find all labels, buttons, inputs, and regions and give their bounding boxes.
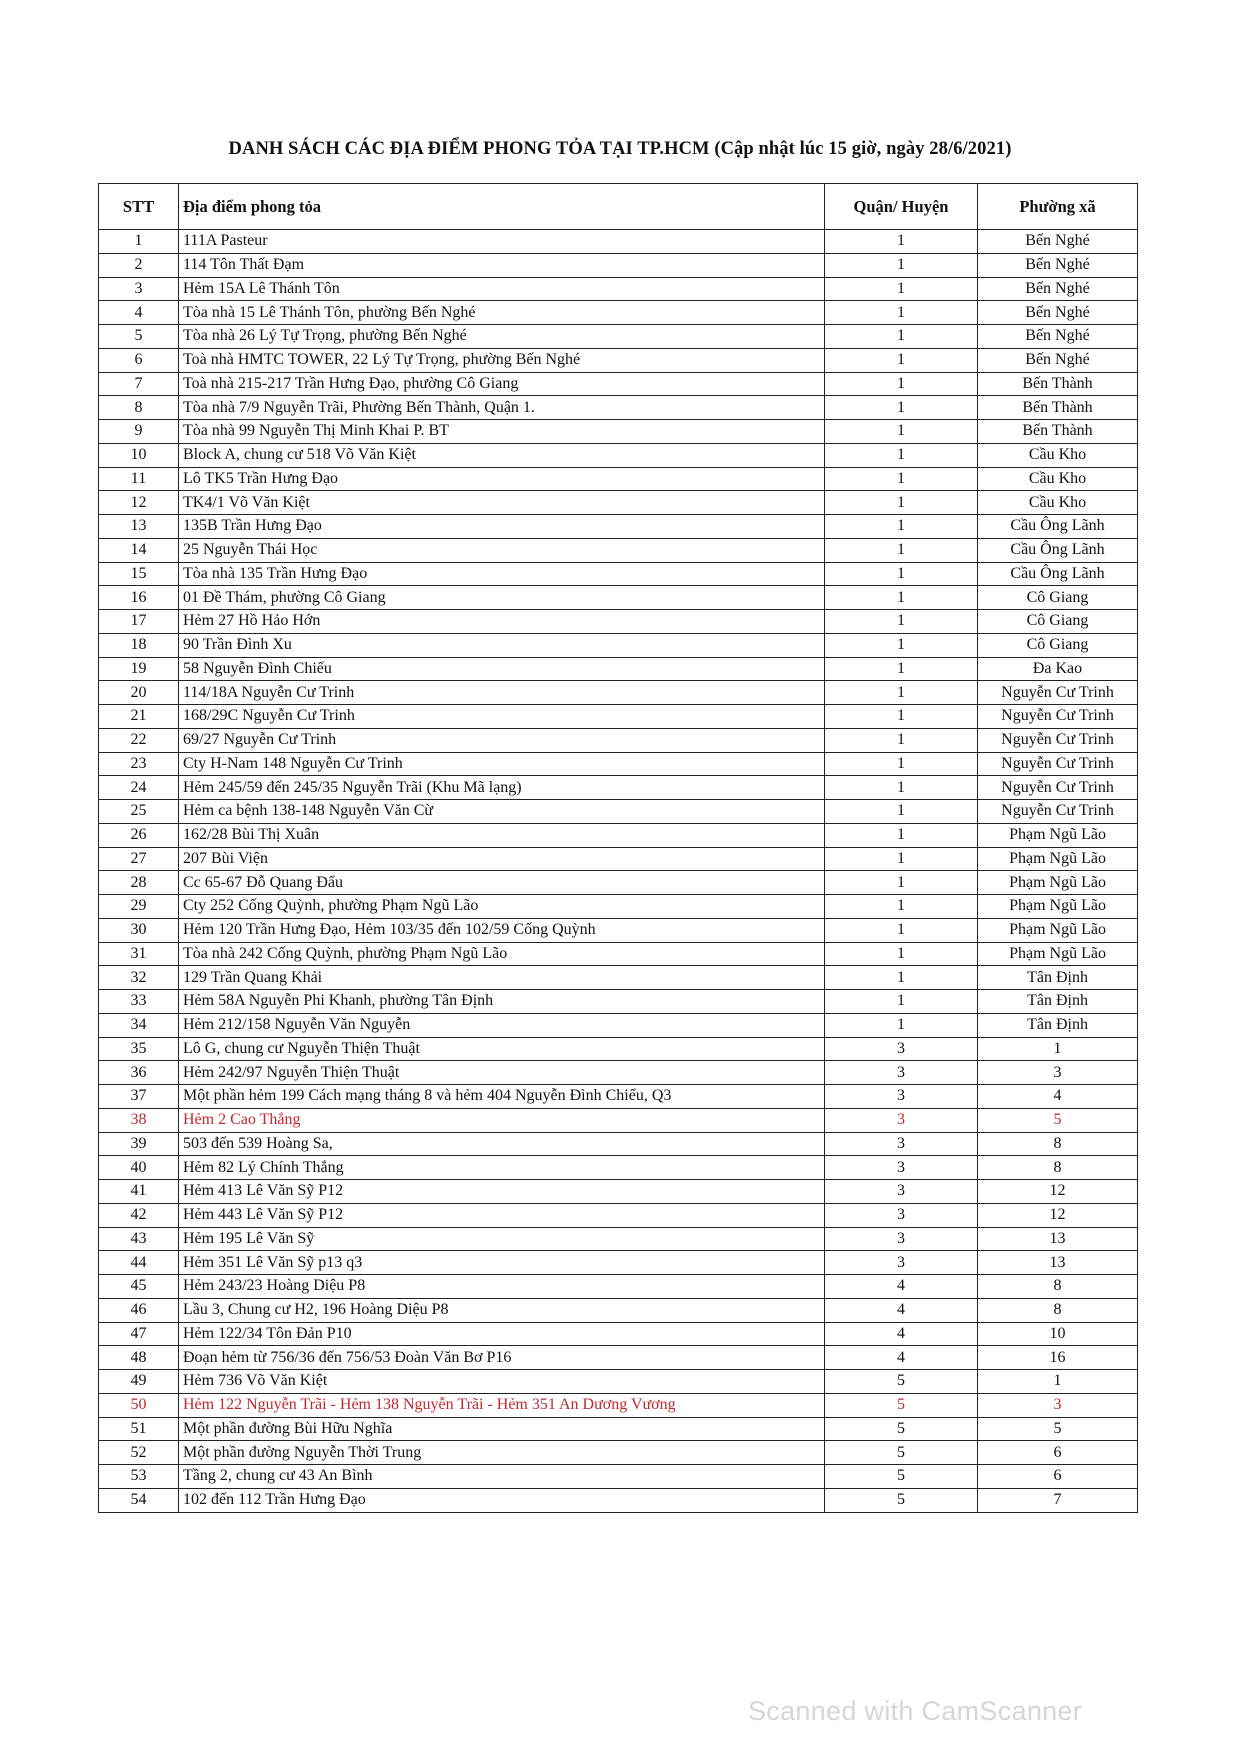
table-row — [99, 1298, 1138, 1322]
cell-stt: 32 — [99, 966, 179, 990]
cell-stt: 26 — [99, 823, 179, 847]
table-row — [99, 301, 1138, 325]
cell-district: 1 — [825, 277, 978, 301]
table-row — [99, 538, 1138, 562]
cell-location: 135B Trần Hưng Đạo — [179, 515, 825, 539]
cell-district: 1 — [825, 800, 978, 824]
table-row — [99, 1441, 1138, 1465]
cell-district: 3 — [825, 1227, 978, 1251]
cell-district: 1 — [825, 1013, 978, 1037]
cell-location: Hẻm 242/97 Nguyễn Thiện Thuật — [179, 1061, 825, 1085]
cell-stt: 48 — [99, 1346, 179, 1370]
cell-location: Hẻm 82 Lý Chính Thắng — [179, 1156, 825, 1180]
cell-stt: 17 — [99, 610, 179, 634]
cell-stt: 1 — [99, 230, 179, 254]
cell-ward: Bến Nghé — [978, 348, 1138, 372]
cell-district: 1 — [825, 918, 978, 942]
table-row — [99, 515, 1138, 539]
cell-stt: 10 — [99, 443, 179, 467]
cell-district: 5 — [825, 1393, 978, 1417]
header-stt: STT — [99, 184, 179, 230]
cell-stt: 4 — [99, 301, 179, 325]
table-row — [99, 1393, 1138, 1417]
cell-ward: 8 — [978, 1275, 1138, 1299]
cell-district: 1 — [825, 847, 978, 871]
cell-district: 1 — [825, 728, 978, 752]
cell-location: Hẻm 245/59 đến 245/35 Nguyễn Trãi (Khu Mã lạng) — [179, 776, 825, 800]
table-row — [99, 895, 1138, 919]
cell-location: Toà nhà 215-217 Trần Hưng Đạo, phường Cô Giang — [179, 372, 825, 396]
cell-district: 1 — [825, 681, 978, 705]
cell-ward: Tân Định — [978, 990, 1138, 1014]
cell-district: 4 — [825, 1322, 978, 1346]
table-row — [99, 562, 1138, 586]
cell-location: Toà nhà HMTC TOWER, 22 Lý Tự Trọng, phường Bến Nghé — [179, 348, 825, 372]
cell-district: 3 — [825, 1132, 978, 1156]
cell-ward: Nguyễn Cư Trinh — [978, 776, 1138, 800]
table-row — [99, 800, 1138, 824]
cell-location: Hẻm 122 Nguyễn Trãi - Hẻm 138 Nguyễn Trãi - Hẻm 351 An Dương Vương — [179, 1393, 825, 1417]
cell-stt: 15 — [99, 562, 179, 586]
cell-ward: Phạm Ngũ Lão — [978, 847, 1138, 871]
cell-district: 1 — [825, 705, 978, 729]
cell-district: 1 — [825, 942, 978, 966]
cell-ward: Bến Nghé — [978, 253, 1138, 277]
cell-location: Lô TK5 Trần Hưng Đạo — [179, 467, 825, 491]
cell-stt: 13 — [99, 515, 179, 539]
cell-stt: 22 — [99, 728, 179, 752]
cell-ward: Bến Nghé — [978, 230, 1138, 254]
table-row — [99, 1180, 1138, 1204]
table-header-row — [99, 184, 1138, 230]
cell-ward: Cầu Ông Lãnh — [978, 562, 1138, 586]
table-row — [99, 1346, 1138, 1370]
cell-stt: 21 — [99, 705, 179, 729]
cell-ward: Tân Định — [978, 966, 1138, 990]
cell-district: 4 — [825, 1346, 978, 1370]
cell-location: Tòa nhà 15 Lê Thánh Tôn, phường Bến Nghé — [179, 301, 825, 325]
cell-location: Tầng 2, chung cư 43 An Bình — [179, 1465, 825, 1489]
cell-district: 1 — [825, 990, 978, 1014]
cell-ward: 5 — [978, 1108, 1138, 1132]
cell-stt: 49 — [99, 1370, 179, 1394]
cell-district: 1 — [825, 301, 978, 325]
cell-location: Hẻm 413 Lê Văn Sỹ P12 — [179, 1180, 825, 1204]
table-row — [99, 1417, 1138, 1441]
cell-stt: 33 — [99, 990, 179, 1014]
table-row — [99, 491, 1138, 515]
table-row — [99, 657, 1138, 681]
table-row — [99, 1108, 1138, 1132]
cell-stt: 51 — [99, 1417, 179, 1441]
table-row — [99, 1370, 1138, 1394]
cell-stt: 47 — [99, 1322, 179, 1346]
cell-stt: 29 — [99, 895, 179, 919]
cell-location: 58 Nguyễn Đình Chiểu — [179, 657, 825, 681]
header-district: Quận/ Huyện — [825, 184, 978, 230]
table-row — [99, 1203, 1138, 1227]
cell-location: Hẻm 736 Võ Văn Kiệt — [179, 1370, 825, 1394]
cell-stt: 23 — [99, 752, 179, 776]
cell-stt: 18 — [99, 633, 179, 657]
cell-stt: 19 — [99, 657, 179, 681]
table-row — [99, 918, 1138, 942]
cell-location: 207 Bùi Viện — [179, 847, 825, 871]
cell-location: 01 Đề Thám, phường Cô Giang — [179, 586, 825, 610]
cell-location: 162/28 Bùi Thị Xuân — [179, 823, 825, 847]
document-title: DANH SÁCH CÁC ĐỊA ĐIỂM PHONG TỎA TẠI TP.HCM (Cập nhật lúc 15 giờ, ngày 28/6/2021) — [228, 139, 1012, 159]
cell-stt: 46 — [99, 1298, 179, 1322]
cell-location: 102 đến 112 Trần Hưng Đạo — [179, 1488, 825, 1512]
cell-location: 90 Trần Đình Xu — [179, 633, 825, 657]
cell-district: 5 — [825, 1370, 978, 1394]
table-row — [99, 633, 1138, 657]
cell-ward: Nguyễn Cư Trinh — [978, 752, 1138, 776]
cell-location: Lầu 3, Chung cư H2, 196 Hoàng Diệu P8 — [179, 1298, 825, 1322]
cell-stt: 28 — [99, 871, 179, 895]
cell-location: Một phần đường Nguyễn Thời Trung — [179, 1441, 825, 1465]
camscanner-watermark: Scanned with CamScanner — [748, 1696, 1083, 1726]
table-row — [99, 705, 1138, 729]
table-row — [99, 1251, 1138, 1275]
cell-location: Hẻm 58A Nguyễn Phi Khanh, phường Tân Định — [179, 990, 825, 1014]
table-row — [99, 420, 1138, 444]
cell-stt: 9 — [99, 420, 179, 444]
cell-ward: Phạm Ngũ Lão — [978, 918, 1138, 942]
cell-district: 3 — [825, 1156, 978, 1180]
header-location: Địa điểm phong tỏa — [179, 184, 825, 230]
cell-ward: 8 — [978, 1132, 1138, 1156]
cell-location: Cty 252 Cống Quỳnh, phường Phạm Ngũ Lão — [179, 895, 825, 919]
table-row — [99, 871, 1138, 895]
cell-district: 5 — [825, 1488, 978, 1512]
cell-district: 1 — [825, 515, 978, 539]
table-row — [99, 681, 1138, 705]
table-row — [99, 966, 1138, 990]
cell-district: 1 — [825, 823, 978, 847]
cell-district: 1 — [825, 966, 978, 990]
cell-ward: Bến Thành — [978, 420, 1138, 444]
cell-ward: Nguyễn Cư Trinh — [978, 705, 1138, 729]
cell-stt: 11 — [99, 467, 179, 491]
cell-ward: Bến Thành — [978, 396, 1138, 420]
cell-ward: Cầu Kho — [978, 491, 1138, 515]
cell-district: 1 — [825, 633, 978, 657]
table-row — [99, 1488, 1138, 1512]
cell-location: Đoạn hẻm từ 756/36 đến 756/53 Đoàn Văn Bơ P16 — [179, 1346, 825, 1370]
cell-district: 1 — [825, 871, 978, 895]
cell-stt: 7 — [99, 372, 179, 396]
cell-location: 111A Pasteur — [179, 230, 825, 254]
table-row — [99, 776, 1138, 800]
table-row — [99, 1013, 1138, 1037]
cell-stt: 31 — [99, 942, 179, 966]
cell-ward: 13 — [978, 1251, 1138, 1275]
table-row — [99, 443, 1138, 467]
cell-district: 3 — [825, 1203, 978, 1227]
cell-stt: 35 — [99, 1037, 179, 1061]
cell-location: Hẻm 195 Lê Văn Sỹ — [179, 1227, 825, 1251]
cell-district: 4 — [825, 1298, 978, 1322]
cell-location: Một phần đường Bùi Hữu Nghĩa — [179, 1417, 825, 1441]
header-ward: Phường xã — [978, 184, 1138, 230]
cell-stt: 24 — [99, 776, 179, 800]
cell-location: Lô G, chung cư Nguyễn Thiện Thuật — [179, 1037, 825, 1061]
cell-ward: Cầu Kho — [978, 443, 1138, 467]
cell-ward: Bến Nghé — [978, 325, 1138, 349]
cell-ward: 4 — [978, 1085, 1138, 1109]
cell-location: Hẻm 443 Lê Văn Sỹ P12 — [179, 1203, 825, 1227]
cell-location: 69/27 Nguyễn Cư Trinh — [179, 728, 825, 752]
cell-location: Hẻm 122/34 Tôn Đản P10 — [179, 1322, 825, 1346]
table-row — [99, 728, 1138, 752]
cell-stt: 40 — [99, 1156, 179, 1180]
cell-ward: Cầu Ông Lãnh — [978, 538, 1138, 562]
table-row — [99, 277, 1138, 301]
table-row — [99, 942, 1138, 966]
cell-district: 1 — [825, 657, 978, 681]
cell-ward: 12 — [978, 1180, 1138, 1204]
cell-district: 1 — [825, 253, 978, 277]
cell-district: 1 — [825, 491, 978, 515]
cell-location: Cc 65-67 Đỗ Quang Đẩu — [179, 871, 825, 895]
table-row — [99, 752, 1138, 776]
cell-stt: 43 — [99, 1227, 179, 1251]
cell-ward: Cầu Kho — [978, 467, 1138, 491]
cell-location: Một phần hẻm 199 Cách mạng tháng 8 và hẻm 404 Nguyễn Đình Chiểu, Q3 — [179, 1085, 825, 1109]
table-row — [99, 1275, 1138, 1299]
cell-stt: 45 — [99, 1275, 179, 1299]
table-row — [99, 325, 1138, 349]
cell-stt: 14 — [99, 538, 179, 562]
cell-location: Cty H-Nam 148 Nguyễn Cư Trinh — [179, 752, 825, 776]
cell-district: 3 — [825, 1108, 978, 1132]
cell-location: Hẻm 243/23 Hoàng Diệu P8 — [179, 1275, 825, 1299]
cell-district: 1 — [825, 467, 978, 491]
cell-stt: 41 — [99, 1180, 179, 1204]
cell-location: 114/18A Nguyễn Cư Trinh — [179, 681, 825, 705]
cell-stt: 20 — [99, 681, 179, 705]
cell-location: Hẻm 27 Hồ Hảo Hớn — [179, 610, 825, 634]
cell-district: 1 — [825, 562, 978, 586]
table-row — [99, 823, 1138, 847]
cell-stt: 6 — [99, 348, 179, 372]
cell-location: Tòa nhà 99 Nguyễn Thị Minh Khai P. BT — [179, 420, 825, 444]
cell-location: TK4/1 Võ Văn Kiệt — [179, 491, 825, 515]
cell-ward: Phạm Ngũ Lão — [978, 942, 1138, 966]
cell-ward: Nguyễn Cư Trinh — [978, 728, 1138, 752]
cell-ward: 1 — [978, 1370, 1138, 1394]
cell-district: 1 — [825, 895, 978, 919]
cell-ward: 3 — [978, 1061, 1138, 1085]
table-row — [99, 586, 1138, 610]
cell-ward: 6 — [978, 1465, 1138, 1489]
cell-ward: Cô Giang — [978, 633, 1138, 657]
cell-stt: 38 — [99, 1108, 179, 1132]
cell-ward: Tân Định — [978, 1013, 1138, 1037]
table-row — [99, 1132, 1138, 1156]
cell-ward: 1 — [978, 1037, 1138, 1061]
cell-stt: 3 — [99, 277, 179, 301]
cell-ward: 16 — [978, 1346, 1138, 1370]
cell-district: 3 — [825, 1037, 978, 1061]
cell-district: 3 — [825, 1251, 978, 1275]
cell-location: Tòa nhà 242 Cống Quỳnh, phường Phạm Ngũ Lão — [179, 942, 825, 966]
cell-ward: Nguyễn Cư Trinh — [978, 800, 1138, 824]
cell-stt: 52 — [99, 1441, 179, 1465]
cell-stt: 2 — [99, 253, 179, 277]
cell-stt: 39 — [99, 1132, 179, 1156]
cell-ward: 7 — [978, 1488, 1138, 1512]
cell-ward: Phạm Ngũ Lão — [978, 823, 1138, 847]
cell-district: 1 — [825, 752, 978, 776]
table-row — [99, 610, 1138, 634]
cell-ward: 13 — [978, 1227, 1138, 1251]
cell-ward: 3 — [978, 1393, 1138, 1417]
table-row — [99, 253, 1138, 277]
cell-location: Hẻm 2 Cao Thắng — [179, 1108, 825, 1132]
table-row — [99, 372, 1138, 396]
table-row — [99, 467, 1138, 491]
cell-district: 1 — [825, 610, 978, 634]
cell-district: 1 — [825, 538, 978, 562]
table-body — [99, 230, 1138, 1513]
table-row — [99, 1227, 1138, 1251]
cell-ward: Phạm Ngũ Lão — [978, 895, 1138, 919]
cell-location: 168/29C Nguyễn Cư Trinh — [179, 705, 825, 729]
table-row — [99, 1465, 1138, 1489]
cell-district: 5 — [825, 1465, 978, 1489]
cell-stt: 50 — [99, 1393, 179, 1417]
cell-district: 1 — [825, 396, 978, 420]
cell-location: Hẻm 212/158 Nguyễn Văn Nguyễn — [179, 1013, 825, 1037]
cell-ward: 5 — [978, 1417, 1138, 1441]
table-row — [99, 1085, 1138, 1109]
cell-stt: 53 — [99, 1465, 179, 1489]
cell-ward: 10 — [978, 1322, 1138, 1346]
cell-ward: Bến Nghé — [978, 277, 1138, 301]
cell-stt: 34 — [99, 1013, 179, 1037]
cell-stt: 12 — [99, 491, 179, 515]
cell-ward: Bến Thành — [978, 372, 1138, 396]
cell-stt: 54 — [99, 1488, 179, 1512]
cell-stt: 42 — [99, 1203, 179, 1227]
cell-location: Hẻm ca bệnh 138-148 Nguyễn Văn Cừ — [179, 800, 825, 824]
cell-ward: 8 — [978, 1298, 1138, 1322]
table-row — [99, 1156, 1138, 1180]
cell-location: 114 Tôn Thất Đạm — [179, 253, 825, 277]
cell-location: 129 Trần Quang Khải — [179, 966, 825, 990]
cell-ward: Cô Giang — [978, 586, 1138, 610]
cell-district: 3 — [825, 1180, 978, 1204]
table-row — [99, 348, 1138, 372]
cell-location: 25 Nguyễn Thái Học — [179, 538, 825, 562]
cell-ward: Cầu Ông Lãnh — [978, 515, 1138, 539]
cell-district: 1 — [825, 776, 978, 800]
cell-district: 3 — [825, 1061, 978, 1085]
cell-stt: 44 — [99, 1251, 179, 1275]
cell-district: 1 — [825, 586, 978, 610]
table-row — [99, 230, 1138, 254]
cell-stt: 5 — [99, 325, 179, 349]
cell-stt: 27 — [99, 847, 179, 871]
cell-location: Block A, chung cư 518 Võ Văn Kiệt — [179, 443, 825, 467]
lockdown-locations-table — [98, 183, 1138, 1513]
cell-district: 1 — [825, 325, 978, 349]
cell-stt: 16 — [99, 586, 179, 610]
cell-district: 1 — [825, 420, 978, 444]
cell-stt: 30 — [99, 918, 179, 942]
table-row — [99, 847, 1138, 871]
cell-stt: 25 — [99, 800, 179, 824]
cell-ward: Cô Giang — [978, 610, 1138, 634]
cell-location: Tòa nhà 26 Lý Tự Trọng, phường Bến Nghé — [179, 325, 825, 349]
cell-location: Tòa nhà 7/9 Nguyễn Trãi, Phường Bến Thành, Quận 1. — [179, 396, 825, 420]
table-row — [99, 1037, 1138, 1061]
cell-stt: 36 — [99, 1061, 179, 1085]
cell-ward: Nguyễn Cư Trinh — [978, 681, 1138, 705]
cell-district: 1 — [825, 230, 978, 254]
cell-stt: 37 — [99, 1085, 179, 1109]
table-row — [99, 1061, 1138, 1085]
cell-ward: Phạm Ngũ Lão — [978, 871, 1138, 895]
cell-location: Hẻm 120 Trần Hưng Đạo, Hẻm 103/35 đến 102/59 Cống Quỳnh — [179, 918, 825, 942]
cell-ward: 8 — [978, 1156, 1138, 1180]
cell-district: 1 — [825, 443, 978, 467]
cell-district: 5 — [825, 1441, 978, 1465]
cell-location: Hẻm 351 Lê Văn Sỹ p13 q3 — [179, 1251, 825, 1275]
cell-district: 5 — [825, 1417, 978, 1441]
cell-ward: 6 — [978, 1441, 1138, 1465]
cell-district: 3 — [825, 1085, 978, 1109]
cell-district: 1 — [825, 372, 978, 396]
cell-location: Tòa nhà 135 Trần Hưng Đạo — [179, 562, 825, 586]
cell-location: Hẻm 15A Lê Thánh Tôn — [179, 277, 825, 301]
cell-district: 4 — [825, 1275, 978, 1299]
table-row — [99, 396, 1138, 420]
table-row — [99, 990, 1138, 1014]
cell-stt: 8 — [99, 396, 179, 420]
cell-district: 1 — [825, 348, 978, 372]
cell-ward: 12 — [978, 1203, 1138, 1227]
cell-location: 503 đến 539 Hoàng Sa, — [179, 1132, 825, 1156]
cell-ward: Bến Nghé — [978, 301, 1138, 325]
table-row — [99, 1322, 1138, 1346]
cell-ward: Đa Kao — [978, 657, 1138, 681]
